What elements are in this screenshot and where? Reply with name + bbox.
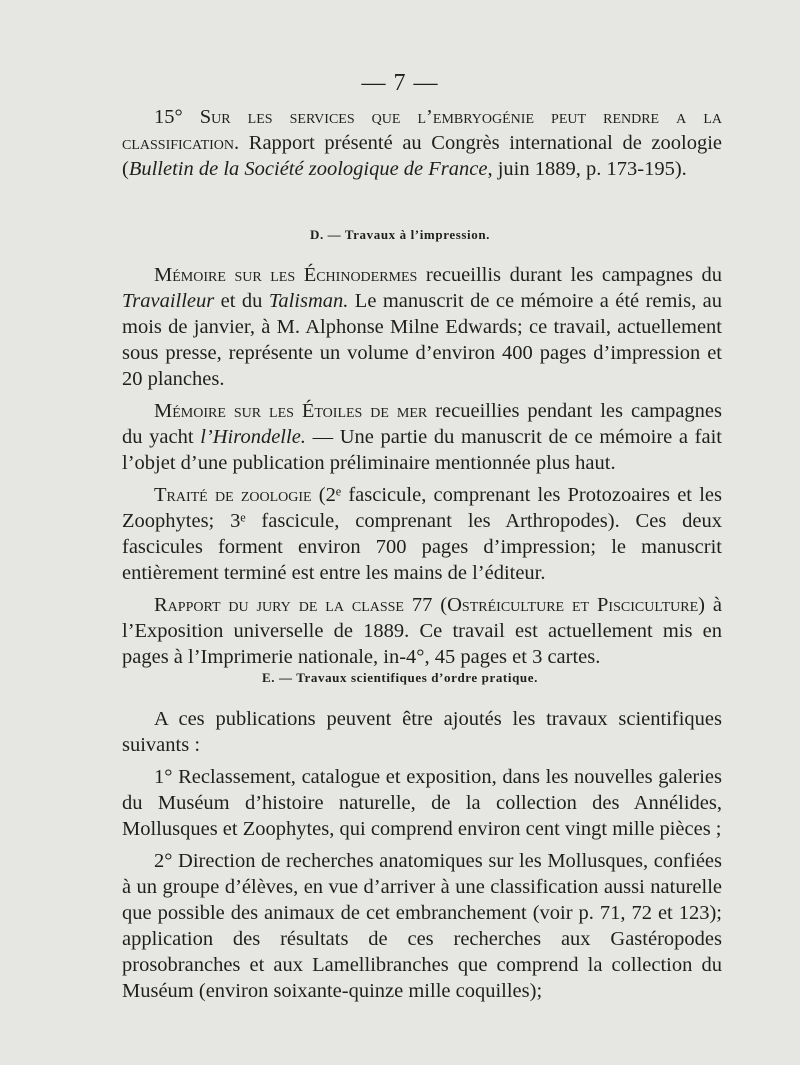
page-number: — 7 — [361,70,439,96]
paragraph-etoiles-title: Mémoire sur les Étoiles de mer [154,400,428,422]
item-15-title: Sur les services que l’embryogénie peut rendre a la classification. [122,106,722,154]
paragraph-traite-title: Traité de zoologie [154,484,312,506]
section-e-intro: A ces publications peuvent être ajoutés les travaux scientifiques suivants : [122,708,722,756]
paragraph-traite: Traité de zoologie (2ᵉ fascicule, comprenant les Protozoaires et les Zoophytes; 3ᵉ fascicule, comprenant les Arthropodes). Ces deux fascicules forment environ 700 pages d’impression; le manuscrit entièrement terminé est entre les mains de l’éditeur. [122,484,722,584]
section-d-heading: D. — Travaux à l’impression. [309,227,491,242]
item-15 [122,104,722,182]
paragraph-etoiles: Mémoire sur les Étoiles de mer recueillies pendant les campagnes du yacht l’Hirondelle. — Une partie du manuscrit de ce mémoire a fait l’objet d’une publication préliminaire mentionnée plus haut. [122,400,723,474]
section-e-heading: E. — Travaux scientifiques d’ordre pratique. [262,670,538,685]
paragraph-rapport: Rapport du jury de la classe 77 (Ostréiculture et Pisciculture) à l’Exposition universelle de 1889. Ce travail est actuellement mis en pages à l’Imprimerie nationale, in-4°, 45 pages et 3 cartes. [122,594,722,668]
paragraph-rapport-title: Rapport du jury de la classe 77 (Ostréiculture et Pisciculture) [154,594,705,616]
item-15-date: , juin 1889, p. 173-195). [487,158,687,180]
section-d-body [122,262,722,670]
section-e-body [122,706,722,1004]
paragraph-echinodermes: Mémoire sur les Échinodermes recueillis durant les campagnes du Travailleur et du Talisman. Le manuscrit de ce mémoire a été remis, au mois de janvier, à M. Alphonse Milne Edwards; ce travail, actuellement sous presse, représente un volume d’environ 400 pages d’impression et 20 planches. [122,264,722,390]
paragraph-echinodermes-title: Mémoire sur les Échinodermes [154,264,418,286]
item-15-text: Rapport présenté au Congrès international de zoologie ( [122,132,723,180]
item-15-journal: Bulletin de la Société zoologique de France [128,158,488,180]
section-e-item-2: 2° Direction de recherches anatomiques sur les Mollusques, confiées à un groupe d’élèves, en vue d’arriver à une classification aussi naturelle que possible des animaux de cet embranchement (voir p. 71, 72 et 123); application des résultats de ces recherches aux Gastéropodes prosobranches et aux Lamellibranches que comprend la collection du Muséum (environ soixante-quinze mille coquilles); [122,850,722,1002]
item-15-number: 15° [154,106,183,128]
section-e-item-1: 1° Reclassement, catalogue et exposition, dans les nouvelles galeries du Muséum d’histoire naturelle, de la collection des Annélides, Mollusques et Zoophytes, qui comprend environ cent vingt mille pièces ; [122,766,722,840]
